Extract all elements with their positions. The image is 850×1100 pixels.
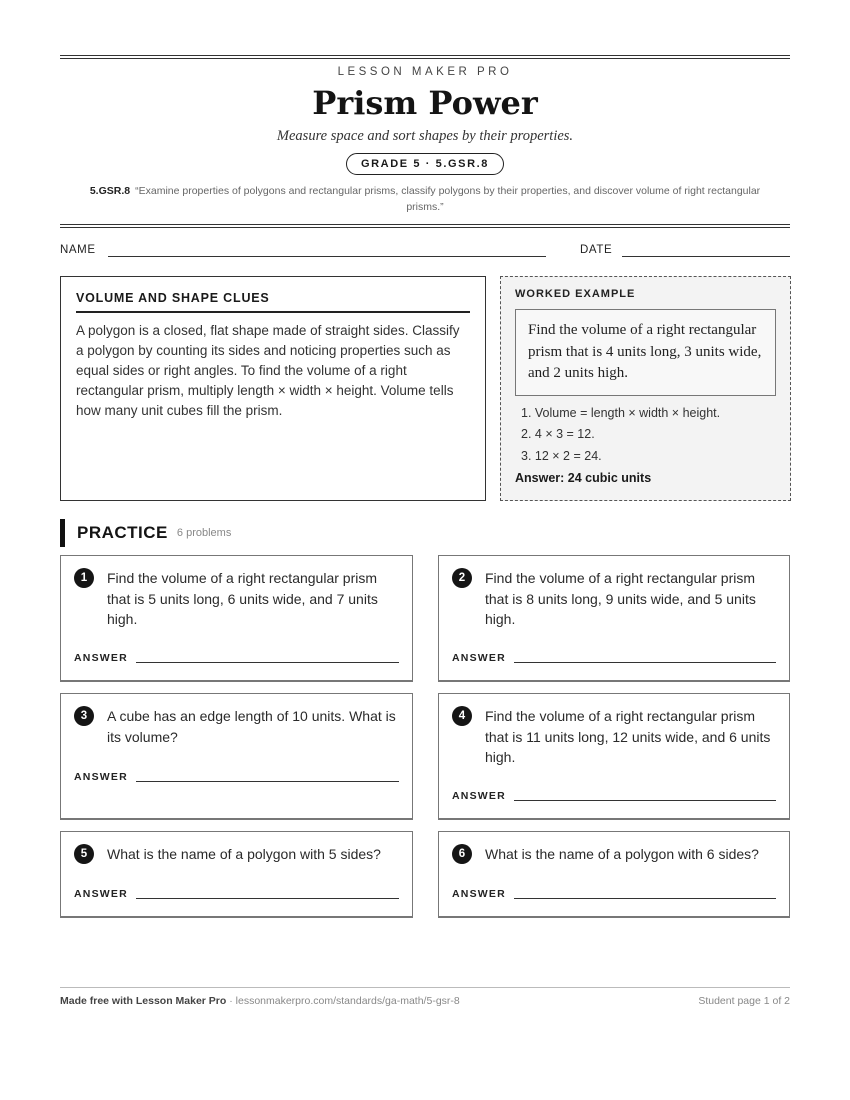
worked-example-panel	[500, 276, 791, 501]
answer-label: ANSWER	[74, 888, 128, 900]
problem-number-badge: 6	[452, 844, 472, 864]
problem-text: Find the volume of a right rectangular prism that is 5 units long, 6 units wide, and 7 units high.	[107, 570, 378, 627]
date-label: DATE	[580, 244, 613, 256]
worked-example-answer: Answer: 24 cubic units	[515, 471, 652, 485]
problem-text: A cube has an edge length of 10 units. What is its volume?	[107, 708, 396, 745]
worked-example-step: 3. 12 × 2 = 24.	[521, 448, 602, 463]
problem-card-4	[438, 693, 790, 820]
answer-row	[74, 652, 399, 666]
problem-card-1	[60, 555, 413, 682]
problem-number-badge: 3	[74, 706, 94, 726]
footer-url[interactable]: · lessonmakerpro.com/standards/ga-math/5-gsr-8	[226, 995, 460, 1007]
date-field[interactable]	[622, 256, 790, 257]
clues-title: VOLUME AND SHAPE CLUES	[76, 291, 470, 313]
problem-number-badge: 4	[452, 706, 472, 726]
page-title: Prism Power	[312, 84, 538, 122]
problem-text: Find the volume of a right rectangular prism that is 8 units long, 9 units wide, and 5 units high.	[485, 570, 756, 627]
problem-card-3	[60, 693, 413, 820]
answer-row	[452, 652, 776, 666]
answer-label: ANSWER	[74, 652, 128, 664]
answer-label: ANSWER	[452, 790, 506, 802]
footer-rule	[60, 987, 790, 988]
clues-panel	[60, 276, 486, 501]
worked-example-step: 2. 4 × 3 = 12.	[521, 427, 595, 441]
footer-brand: Made free with Lesson Maker Pro	[60, 995, 227, 1007]
grade-badge: GRADE 5 · 5.GSR.8	[346, 153, 504, 175]
answer-row	[452, 888, 776, 902]
answer-label: ANSWER	[74, 771, 128, 783]
standard-text: “Examine properties of polygons and rectangular prisms, classify polygons by their properties, and discover volume of right rectangular prisms.”	[135, 185, 761, 213]
answer-row	[452, 790, 776, 804]
footer	[60, 995, 790, 1007]
middle-double-rule	[60, 224, 790, 228]
name-field[interactable]	[108, 256, 546, 257]
page-subtitle: Measure space and sort shapes by their properties.	[276, 128, 574, 144]
answer-label: ANSWER	[452, 652, 506, 664]
problem-text: What is the name of a polygon with 5 sides?	[107, 846, 381, 862]
worked-example-problem: Find the volume of a right rectangular prism that is 4 units long, 3 units wide, and 2 units high.	[515, 309, 776, 396]
standard-code: 5.GSR.8	[89, 185, 131, 197]
practice-count: 6 problems	[176, 527, 232, 539]
name-date-row	[60, 244, 790, 260]
standard-description	[80, 183, 770, 215]
answer-field[interactable]	[514, 898, 776, 899]
worked-example-steps	[515, 403, 776, 468]
problem-number-badge: 1	[74, 568, 94, 588]
problem-text: What is the name of a polygon with 6 sides?	[485, 846, 759, 862]
answer-row	[74, 888, 399, 902]
answer-field[interactable]	[514, 800, 776, 801]
problem-number-badge: 2	[452, 568, 472, 588]
worked-example-step: 1. Volume = length × width × height.	[521, 405, 721, 420]
problem-card-2	[438, 555, 790, 682]
problem-text: Find the volume of a right rectangular prism that is 11 units long, 12 units wide, and 6 units high.	[485, 708, 771, 765]
top-double-rule	[60, 55, 790, 59]
answer-row	[74, 771, 399, 785]
problem-card-6	[438, 831, 790, 918]
answer-label: ANSWER	[452, 888, 506, 900]
practice-title: PRACTICE	[77, 523, 168, 542]
answer-field[interactable]	[136, 662, 399, 663]
answer-field[interactable]	[136, 781, 399, 782]
footer-page-number: Student page 1 of 2	[698, 995, 790, 1007]
name-label: NAME	[60, 244, 96, 256]
problem-card-5	[60, 831, 413, 918]
brand-name: LESSON MAKER PRO	[337, 66, 513, 78]
problem-number-badge: 5	[74, 844, 94, 864]
answer-field[interactable]	[514, 662, 776, 663]
clues-body: A polygon is a closed, flat shape made of straight sides. Classify a polygon by counting its sides and noticing properties such as equal sides or right angles. To find the volume of a right rectangular prism, multiply length × width × height. Volume tells how many unit cubes fill the prism.	[76, 323, 460, 418]
worked-example-label: WORKED EXAMPLE	[515, 288, 636, 300]
worksheet-header	[60, 66, 790, 215]
answer-field[interactable]	[136, 898, 399, 899]
practice-heading	[60, 519, 231, 547]
